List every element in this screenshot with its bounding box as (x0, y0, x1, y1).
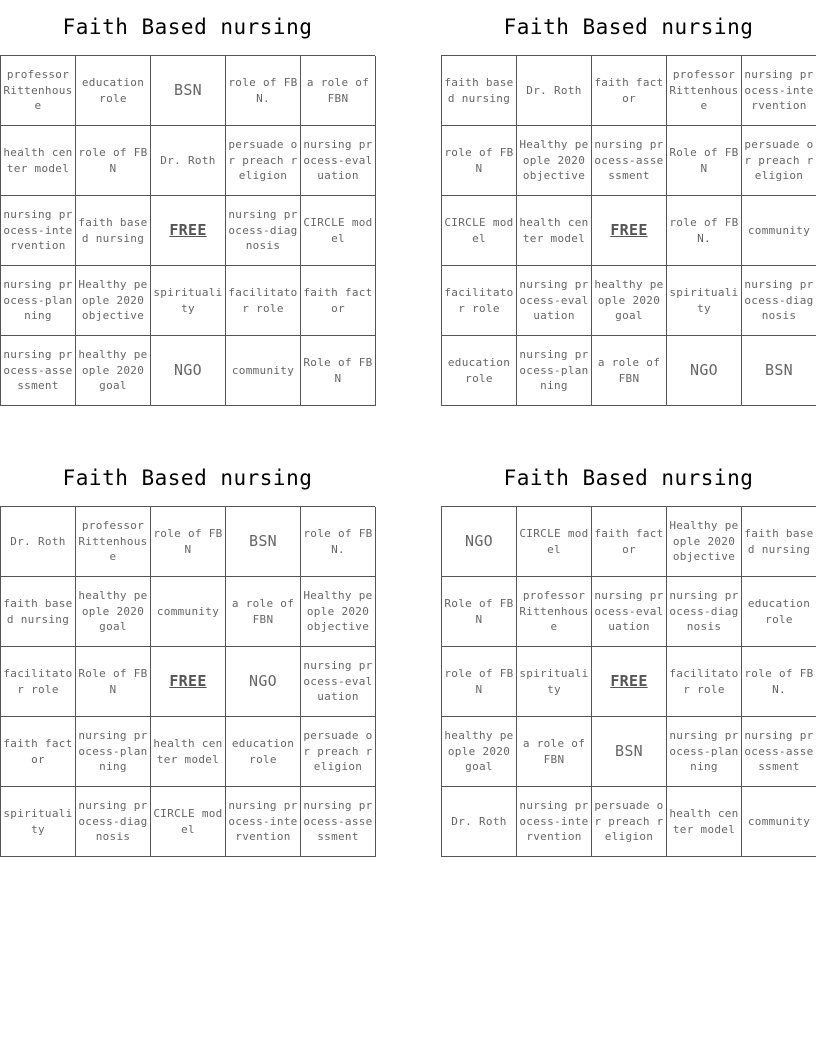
bingo-cell: health center model (151, 717, 226, 787)
bingo-grid (441, 55, 816, 406)
bingo-cell: health center model (667, 787, 742, 857)
bingo-cell: nursing process-intervention (226, 787, 301, 857)
bingo-cell: nursing process-intervention (742, 56, 816, 126)
bingo-cell: NGO (667, 336, 742, 406)
bingo-grid (0, 55, 375, 406)
bingo-cell: NGO (442, 507, 517, 577)
bingo-cell: a role of FBN (517, 717, 592, 787)
bingo-cell: Dr. Roth (442, 787, 517, 857)
bingo-cell: nursing process-intervention (1, 196, 76, 266)
bingo-cell: Healthy people 2020 objective (667, 507, 742, 577)
bingo-cell: role of FBN (442, 647, 517, 717)
bingo-cell: nursing process-evaluation (301, 126, 376, 196)
bingo-cell: faith based nursing (742, 507, 816, 577)
bingo-cell: professor Rittenhouse (667, 56, 742, 126)
bingo-cell: education role (226, 717, 301, 787)
card-title: Faith Based nursing (62, 466, 313, 490)
bingo-cell: faith factor (592, 56, 667, 126)
bingo-cell: nursing process-evaluation (517, 266, 592, 336)
bingo-cell: facilitator role (226, 266, 301, 336)
bingo-cell: community (742, 787, 816, 857)
bingo-cell: BSN (592, 717, 667, 787)
bingo-cell: health center model (517, 196, 592, 266)
bingo-cell: persuade or preach religion (226, 126, 301, 196)
bingo-cell: BSN (151, 56, 226, 126)
bingo-cell: nursing process-planning (517, 336, 592, 406)
bingo-cell: Dr. Roth (1, 507, 76, 577)
bingo-cell: persuade or preach religion (592, 787, 667, 857)
bingo-cell: education role (742, 577, 816, 647)
bingo-cell: Dr. Roth (517, 56, 592, 126)
bingo-card-1 (0, 0, 375, 406)
bingo-cell: professor Rittenhouse (1, 56, 76, 126)
bingo-cell: spirituality (1, 787, 76, 857)
bingo-cell: healthy people 2020 goal (442, 717, 517, 787)
bingo-cell: CIRCLE model (151, 787, 226, 857)
bingo-cell: role of FBN (151, 507, 226, 577)
bingo-cell: nursing process-diagnosis (226, 196, 301, 266)
bingo-cell: a role of FBN (301, 56, 376, 126)
bingo-cell: BSN (226, 507, 301, 577)
bingo-grid (441, 506, 816, 857)
bingo-cell: nursing process-planning (1, 266, 76, 336)
bingo-cell: faith factor (301, 266, 376, 336)
bingo-cell: role of FBN. (742, 647, 816, 717)
bingo-cell: nursing process-intervention (517, 787, 592, 857)
bingo-cell: Role of FBN (76, 647, 151, 717)
free-space-cell: FREE (151, 196, 226, 266)
bingo-cell: Dr. Roth (151, 126, 226, 196)
bingo-cell: nursing process-diagnosis (76, 787, 151, 857)
bingo-cell: role of FBN. (226, 56, 301, 126)
bingo-cell: Healthy people 2020 objective (517, 126, 592, 196)
bingo-cell: nursing process-assessment (1, 336, 76, 406)
bingo-cell: professor Rittenhouse (76, 507, 151, 577)
bingo-cell: role of FBN. (301, 507, 376, 577)
bingo-cell: healthy people 2020 goal (76, 577, 151, 647)
bingo-cell: Healthy people 2020 objective (301, 577, 376, 647)
card-title: Faith Based nursing (503, 15, 754, 39)
free-space-cell: FREE (592, 647, 667, 717)
free-space-cell: FREE (151, 647, 226, 717)
bingo-cell: role of FBN (442, 126, 517, 196)
bingo-cell: Role of FBN (301, 336, 376, 406)
bingo-cell: faith based nursing (1, 577, 76, 647)
bingo-cell: community (226, 336, 301, 406)
bingo-cell: faith factor (1, 717, 76, 787)
bingo-cell: CIRCLE model (301, 196, 376, 266)
bingo-cell: healthy people 2020 goal (592, 266, 667, 336)
bingo-cell: health center model (1, 126, 76, 196)
bingo-cell: nursing process-diagnosis (667, 577, 742, 647)
bingo-cell: a role of FBN (226, 577, 301, 647)
bingo-cell: CIRCLE model (442, 196, 517, 266)
bingo-cell: Role of FBN (442, 577, 517, 647)
bingo-cell: faith factor (592, 507, 667, 577)
bingo-cell: nursing process-evaluation (592, 577, 667, 647)
bingo-cell: spirituality (151, 266, 226, 336)
bingo-cell: education role (442, 336, 517, 406)
bingo-cell: persuade or preach religion (301, 717, 376, 787)
bingo-cell: community (151, 577, 226, 647)
bingo-cell: persuade or preach religion (742, 126, 816, 196)
bingo-cell: NGO (226, 647, 301, 717)
bingo-cell: spirituality (517, 647, 592, 717)
bingo-cell: nursing process-evaluation (301, 647, 376, 717)
bingo-cell: nursing process-assessment (742, 717, 816, 787)
bingo-cell: nursing process-assessment (592, 126, 667, 196)
bingo-cell: NGO (151, 336, 226, 406)
bingo-cell: Role of FBN (667, 126, 742, 196)
bingo-card-3 (0, 451, 375, 857)
bingo-cell: Healthy people 2020 objective (76, 266, 151, 336)
bingo-card-2 (441, 0, 816, 406)
bingo-cell: faith based nursing (442, 56, 517, 126)
bingo-grid (0, 506, 375, 857)
bingo-cell: role of FBN (76, 126, 151, 196)
bingo-cell: role of FBN. (667, 196, 742, 266)
bingo-cell: nursing process-planning (667, 717, 742, 787)
bingo-cell: healthy people 2020 goal (76, 336, 151, 406)
bingo-cell: professor Rittenhouse (517, 577, 592, 647)
card-title: Faith Based nursing (503, 466, 754, 490)
bingo-cell: nursing process-diagnosis (742, 266, 816, 336)
bingo-cell: CIRCLE model (517, 507, 592, 577)
bingo-cell: facilitator role (667, 647, 742, 717)
bingo-cell: education role (76, 56, 151, 126)
bingo-cell: spirituality (667, 266, 742, 336)
bingo-cell: faith based nursing (76, 196, 151, 266)
bingo-cell: facilitator role (1, 647, 76, 717)
bingo-cell: a role of FBN (592, 336, 667, 406)
free-space-cell: FREE (592, 196, 667, 266)
bingo-cell: nursing process-assessment (301, 787, 376, 857)
bingo-card-4 (441, 451, 816, 857)
bingo-cell: facilitator role (442, 266, 517, 336)
card-title: Faith Based nursing (62, 15, 313, 39)
bingo-cell: community (742, 196, 816, 266)
bingo-cell: BSN (742, 336, 816, 406)
bingo-cell: nursing process-planning (76, 717, 151, 787)
